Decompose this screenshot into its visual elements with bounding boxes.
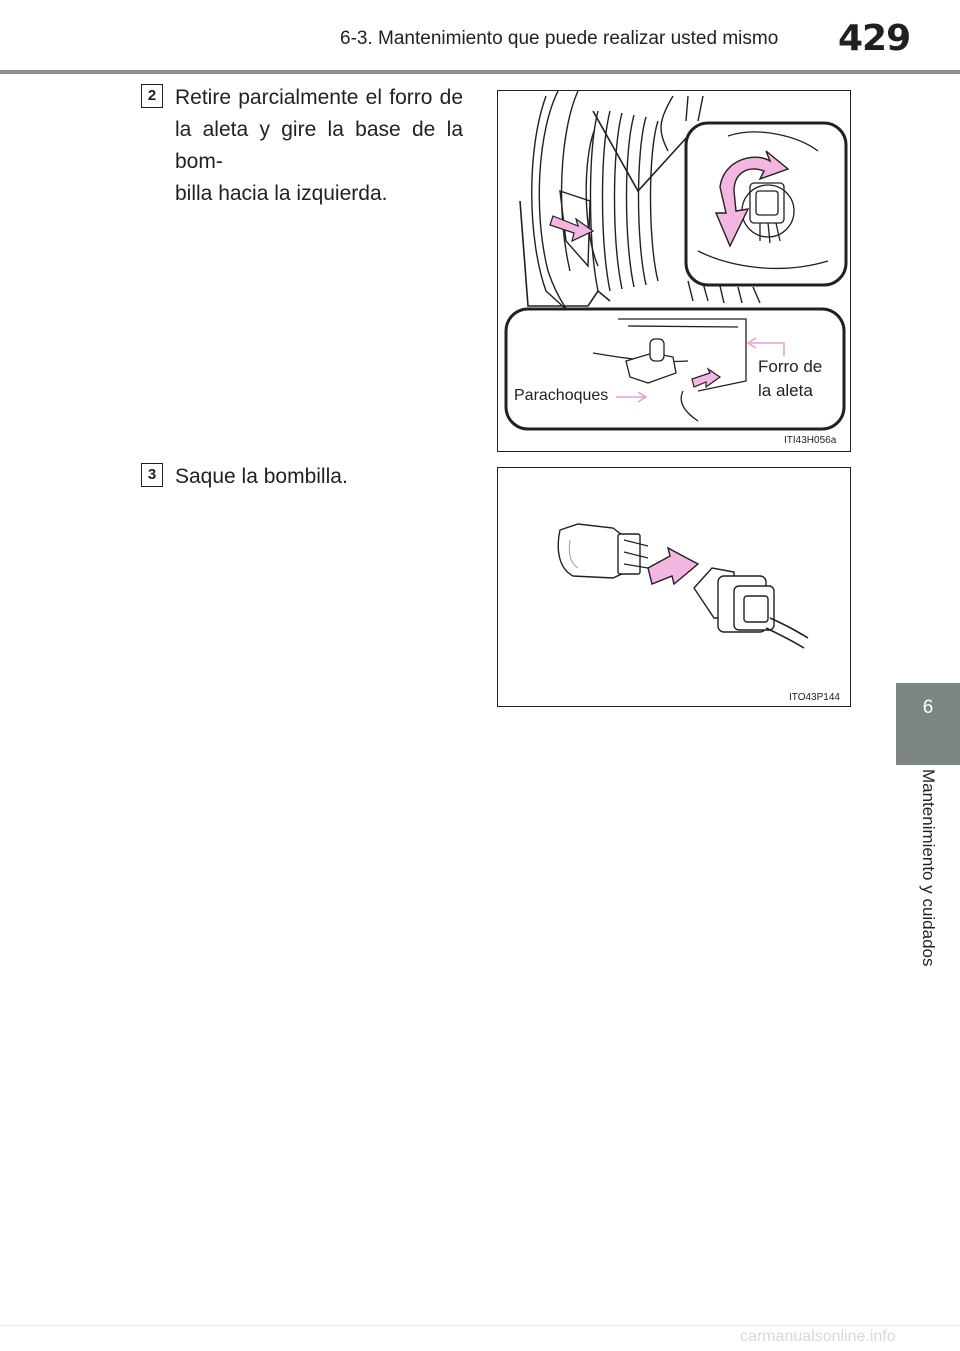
figure-code: ITI43H056a [784,435,837,446]
figure-bulb-removal [497,90,851,452]
header-title: 6-3. Mantenimiento que puede realizar usted mismo [340,28,779,49]
step-text-line: Saque la bombilla. [175,465,348,488]
figure-bulb-out [497,467,851,707]
label-fender-liner [758,355,822,403]
chapter-number: 6 [922,697,934,718]
illustration-bulb-socket [498,468,850,706]
figure-code: ITO43P144 [789,692,840,703]
footer-rule [0,1325,960,1326]
label-bumper: Parachoques [514,387,609,404]
step-3-text [175,461,463,493]
step-2-text [175,82,463,210]
page-number: 429 [838,18,911,59]
chapter-tab [896,683,960,765]
step-text-line: la aleta y gire la base de la bom- [175,118,463,173]
label-fender-liner-line: Forro de [758,357,823,376]
step-number-badge: 3 [141,463,163,487]
header-rule [0,70,960,74]
step-text-line: Retire parcialmente el forro de [175,86,463,109]
chapter-tab-label [896,765,960,989]
chapter-title: Mantenimiento y cuidados [919,769,938,967]
step-number-badge: 2 [141,84,163,108]
step-text-line: billa hacia la izquierda. [175,182,388,205]
label-fender-liner-line: la aleta [758,381,813,400]
watermark: carmanualsonline.info [740,1328,896,1345]
